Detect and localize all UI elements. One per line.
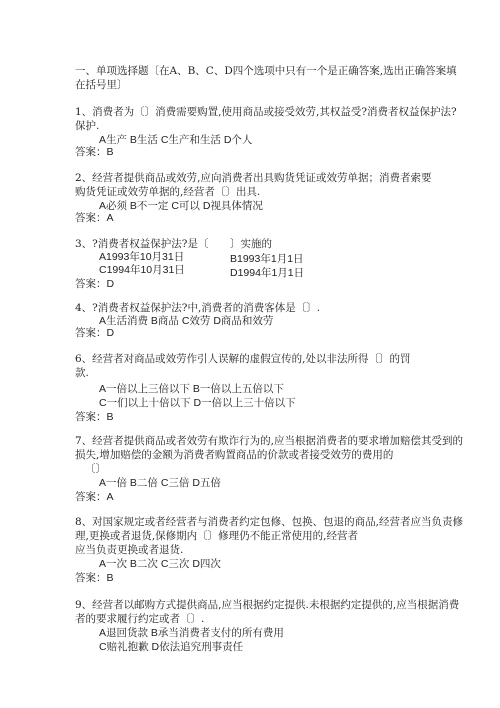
question-options: A必须 B不一定 C可以 D视具体情况: [99, 200, 263, 212]
question-stem-right: 〕实施的: [230, 238, 272, 250]
question-stem-cont: 购货凭证或效劳单据的,经营者〔〕出具.: [75, 186, 261, 198]
question-stem-cont: 者的要求履行约定或者〔〕.: [75, 613, 205, 625]
option-a: A1993年10月31日: [99, 251, 185, 263]
question-stem: 6、经营者对商品或效劳作引人误解的虚假宣传的,处以非法所得〔〕的罚: [75, 353, 411, 365]
question-options-row1: A一倍以上三倍以下 B一倍以上五倍以下: [99, 383, 284, 395]
question-options: A一倍 B二倍 C三倍 D五倍: [99, 477, 221, 489]
question-stem-cont: 损失,增加赔偿的金额为消费者购置商品的价款或者接受效劳的费用的: [75, 449, 394, 461]
question-options: A生活消费 B商品 C效劳 D商品和效劳: [99, 315, 274, 327]
answer-label: 答案：B: [75, 146, 114, 158]
option-c: C1994年10月31日: [99, 264, 185, 276]
question-stem-cont: 理,更换或者退货,保修期内〔〕修理仍不能正常使用的,经营者: [75, 530, 359, 542]
question-stem: 9、经营者以邮购方式提供商品,应当根据约定提供.未根据约定提供的,应当根据消费: [75, 599, 460, 611]
section-heading-line2: 在括号里〕: [75, 79, 128, 91]
section-heading-line1: 一、单项选择题〔在A、B、C、D四个选项中只有一个是正确答案,选出正确答案填: [75, 65, 457, 77]
question-options: A一次 B二次 C三次 D四次: [99, 558, 221, 570]
question-options-row2: C一们以上十倍以下 D一倍以上三十倍以下: [99, 397, 296, 409]
answer-label: 答案：D: [75, 278, 115, 290]
question-stem-cont2: 应当负责更换或者退货.: [75, 544, 184, 556]
question-stem: 1、消费者为〔〕消费需要购置,使用商品或接受效劳,其权益受?消费者权益保护法?: [75, 106, 457, 118]
question-stem-cont: 款.: [75, 367, 89, 379]
question-blank: 〔〕: [85, 463, 106, 475]
answer-label: 答案：B: [75, 572, 114, 584]
answer-label: 答案：A: [75, 212, 114, 224]
answer-label: 答案：D: [75, 327, 115, 339]
question-stem: 8、对国家规定或者经营者与消费者约定包修、包换、包退的商品,经营者应当负责修: [75, 516, 464, 528]
question-options-row1: A退回货款 B承当消费者支付的所有费用: [99, 627, 284, 639]
option-b: B1993年1月1日: [230, 253, 304, 265]
answer-label: 答案：B: [75, 411, 114, 423]
question-stem: 3、?消费者权益保护法?是〔: [75, 238, 209, 250]
question-stem-cont: 保护.: [75, 120, 100, 132]
question-stem: 2、经营者提供商品或效劳,应向消费者出具购货凭证或效劳单据；消费者索要: [75, 172, 432, 184]
answer-label: 答案：A: [75, 491, 114, 503]
option-d: D1994年1月1日: [230, 267, 305, 279]
question-options: A生产 B生活 C生产和生活 D个人: [99, 134, 253, 146]
question-stem: 4、?消费者权益保护法?中,消费者的消费客体是〔〕.: [75, 302, 321, 314]
question-stem: 7、经营者提供商品或者效劳有欺诈行为的,应当根据消费者的要求增加赔偿其受到的: [75, 435, 464, 447]
question-options-row2: C赔礼抱歉 D依法追究刑事责任: [99, 641, 244, 653]
